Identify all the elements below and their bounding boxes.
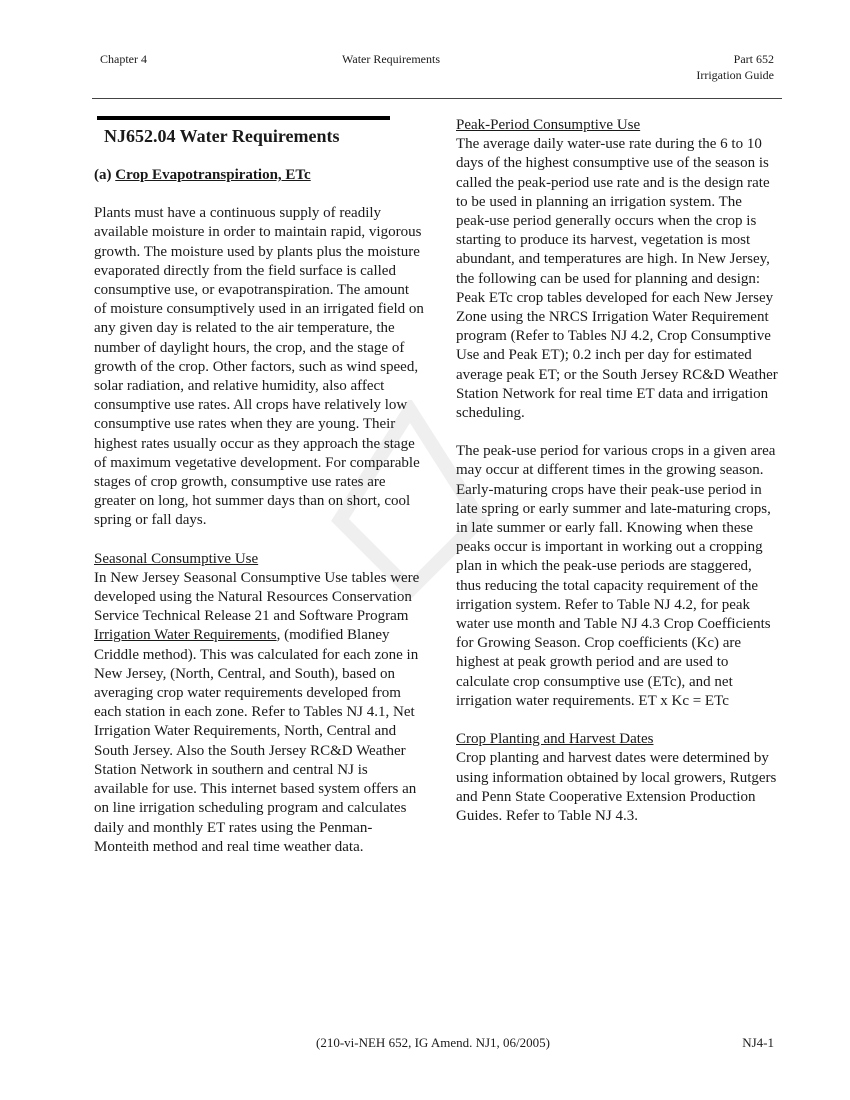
peak-paragraph-2: The peak-use period for various crops in a given area may occur at different times in the growing season. Early-maturing crops have their peak-use period in late spring or early summer and late-maturing crops, in late summer or early fall. Knowing when these peaks occur is important in working out a cropping plan in which the peak-use periods are staggered, thus reducing the total capacity requirement of the irrigation system. Refer to Table NJ 4.2, for peak water use month and Table NJ 4.3 Crop Coefficients for Growing Season. Crop coefficients (Kc) are highest at peak growth period and are used to calculate crop consumptive use (ETc), and net irrigation water requirements. ET x Kc = ETc <box>456 443 776 709</box>
header-part-block <box>696 51 774 83</box>
seasonal-block <box>94 550 424 857</box>
subsection-heading <box>94 166 424 185</box>
peak-paragraph-1: The average daily water-use rate during the 6 to 10 days of the highest consumptive use of the season is called the peak-period use rate and is the design rate to be used in planning an irrigation system. The peak-use period generally occurs when the crop is starting to produce its harvest, vegetation is most abundant, and temperatures are high. In New Jersey, the following can be used for planning and design: Peak ETc crop tables developed for each New Jersey Zone using the NRCS Irrigation Water Requirement program (Refer to Tables NJ 4.2, Crop Consumptive Use and Peak ET); 0.2 inch per day for estimated average peak ET; or the South Jersey RC&D Weather Station Network for real time ET data and irrigation scheduling. <box>456 136 778 422</box>
subsection-title: Crop Evapotranspiration, ETc <box>115 167 311 183</box>
section-title: NJ652.04 Water Requirements <box>104 126 340 146</box>
footer-page-number: NJ4-1 <box>742 1035 774 1050</box>
section-rule <box>97 116 390 120</box>
seasonal-text-a: In New Jersey Seasonal Consumptive Use tables were developed using the Natural Resources Conservation Service Technical Release 21 and Software Program <box>94 569 420 625</box>
header-rule <box>92 98 782 99</box>
header-part: Part 652 <box>733 52 774 66</box>
header-title: Water Requirements <box>342 52 440 66</box>
planting-block <box>456 730 778 826</box>
header-chapter: Chapter 4 <box>100 52 147 66</box>
seasonal-program-link: Irrigation Water Requirements <box>94 627 277 644</box>
right-column <box>456 116 778 826</box>
header-guide: Irrigation Guide <box>696 68 774 82</box>
seasonal-heading: Seasonal Consumptive Use <box>94 550 259 567</box>
footer-citation: (210-vi-NEH 652, IG Amend. NJ1, 06/2005) <box>316 1035 550 1050</box>
planting-heading: Crop Planting and Harvest Dates <box>456 731 654 748</box>
subsection-label: (a) <box>94 167 112 183</box>
intro-paragraph: Plants must have a continuous supply of readily available moisture in order to maintain rapid, vigorous growth. The moisture used by plants plus the moisture evaporated directly from the field surface is called consumptive use, or evapotranspiration. The amount of moisture consumptively used in an irrigated field on any given day is related to the air temperature, the number of daylight hours, the crop, and the stage of growth of the crop. Other factors, such as wind speed, solar radiation, and relative humidity, also affect consumptive use rates. All crops have relatively low consumptive use rates when they are young. Their highest rates usually occur as they approach the stage of maximum vegetative development. For comparable stages of crop growth, consumptive use rates are greater on long, hot summer days than on short, cool spring or fall days. <box>94 205 424 529</box>
peak-heading: Peak-Period Consumptive Use <box>456 117 641 133</box>
left-column <box>94 116 424 857</box>
seasonal-text-b: , (modified Blaney Criddle method). This was calculated for each zone in New Jersey, (North, Central, and South), based on averaging crop water requirements developed from each station in each zone. Refer to Tables NJ 4.1, Net Irrigation Water Requirements, North, Central and South Jersey. Also the South Jersey RC&D Weather Station Network in southern and central NJ is available for use. This internet based system offers an on line irrigation scheduling program and calculates daily and monthly ET rates using the Penman-Monteith method and real time weather data. <box>94 627 419 855</box>
seasonal-paragraph <box>94 569 424 857</box>
planting-paragraph: Crop planting and harvest dates were determined by using information obtained by local growers, Rutgers and Penn State Cooperative Extension Production Guides. Refer to Table NJ 4.3. <box>456 750 777 824</box>
peak-block <box>456 116 778 423</box>
